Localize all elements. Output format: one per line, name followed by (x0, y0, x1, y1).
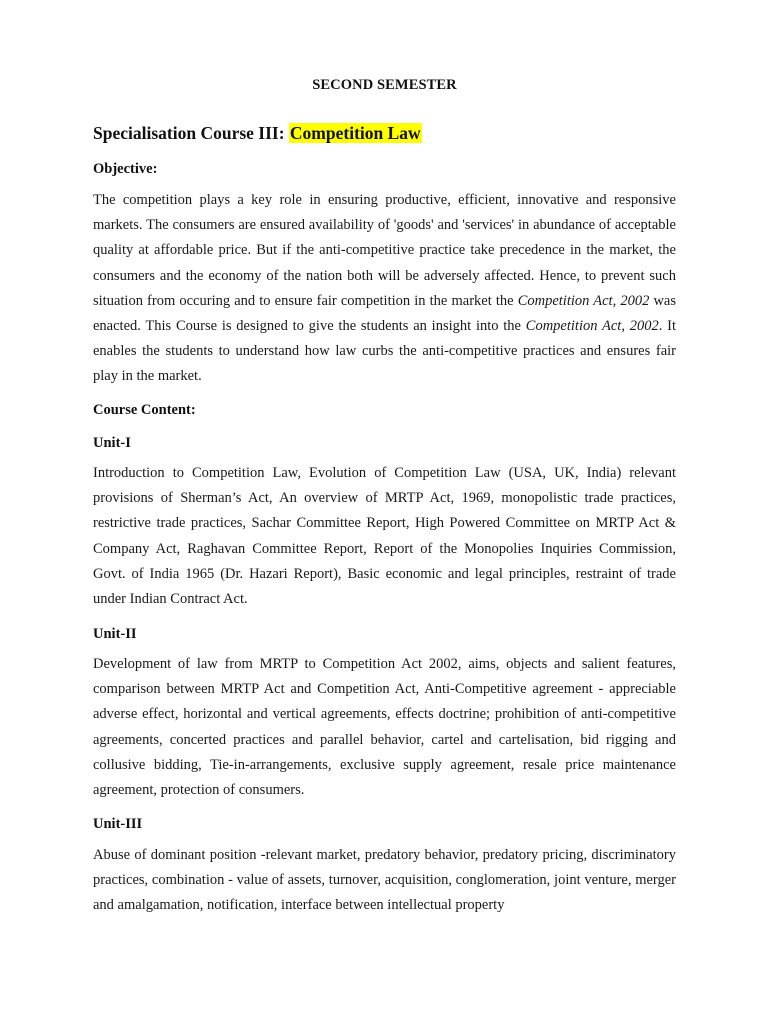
unit-1-title: Unit-I (93, 435, 131, 451)
unit-3-text: Abuse of dominant position -relevant market, predatory behavior, predatory pricing, discriminatory practices, combination - value of assets, turnover, acquisition, conglomeration, joint venture, merger and amalgamation, notification, interface between intellectual property (93, 847, 676, 914)
course-content-heading: Course Content: (93, 402, 196, 418)
objective-paragraph (93, 188, 676, 390)
objective-heading: Objective: (93, 161, 158, 177)
unit-3-title: Unit-III (93, 816, 143, 832)
objective-act-reference-2: Competition Act, 2002 (525, 318, 659, 335)
course-title-prefix: Specialisation Course III: (93, 123, 289, 143)
objective-act-reference-1: Competition Act, 2002 (517, 292, 650, 309)
objective-text-part3: . It enables the students to understand how law curbs the anti-competitive practices and ensures fair play in the market. (93, 318, 676, 385)
objective-text-part2: was enacted. This Course is designed to give the students an insight into the (93, 292, 676, 335)
objective-text-part1: The competition plays a key role in ensuring productive, efficient, innovative and responsive markets. The consumers are ensured availability of 'goods' and 'services' in abundance of acceptable quality at affordable price. But if the anti-competitive practice take precedence in the market, the consumers and the economy of the nation both will be adversely affected. Hence, to prevent such situation from occuring and to ensure fair competition in the market the (93, 192, 676, 309)
unit-2-text: Development of law from MRTP to Competition Act 2002, aims, objects and salient features, comparison between MRTP Act and Competition Act, Anti-Competitive agreement - appreciable adverse effect, horizontal and vertical agreements, effects doctrine; prohibition of anti-competitive agreements, concerted practices and parallel behavior, cartel and cartelisation, bid rigging and collusive bidding, Tie-in-arrangements, exclusive supply agreement, resale price maintenance agreement, protection of consumers. (93, 656, 676, 799)
semester-heading: SECOND SEMESTER (312, 77, 457, 93)
unit-1-text: Introduction to Competition Law, Evolution of Competition Law (USA, UK, India) relevant provisions of Sherman’s Act, An overview of MRTP Act, 1969, monopolistic trade practices, restrictive trade practices, Sachar Committee Report, High Powered Committee on MRTP Act & Company Act, Raghavan Committee Report, Report of the Monopolies Inquiries Commission, Govt. of India 1965 (Dr. Hazari Report), Basic economic and legal principles, restraint of trade under Indian Contract Act. (93, 465, 676, 608)
unit-2-title: Unit-II (93, 626, 137, 642)
course-title (93, 121, 676, 145)
course-name-highlighted: Competition Law (289, 123, 421, 143)
